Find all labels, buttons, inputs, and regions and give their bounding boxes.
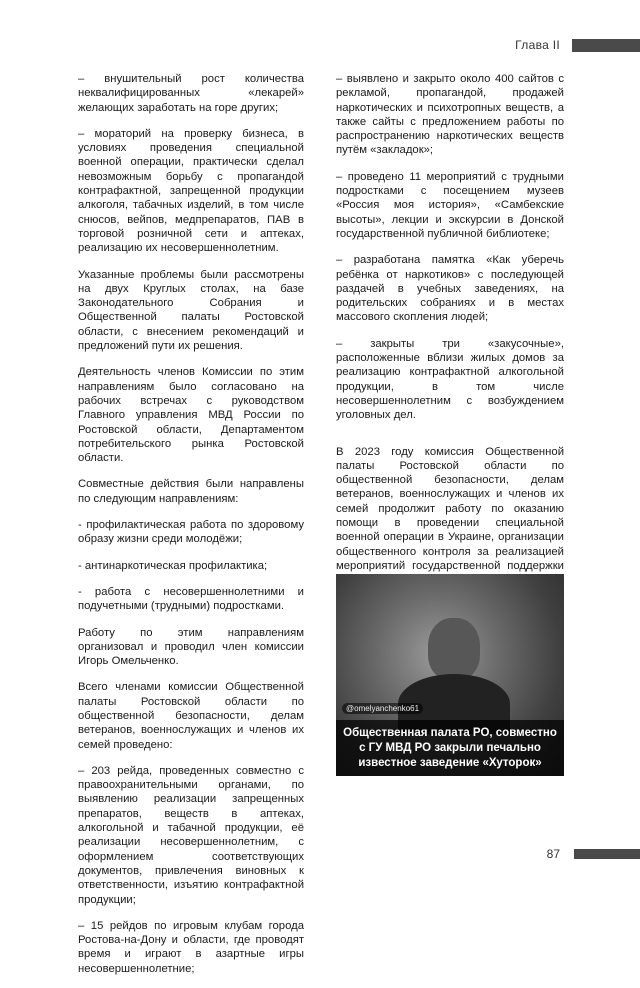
- photo-caption: Общественная палата РО, совместно с ГУ МВД РО закрыли печально известное заведение «Хуторок»: [336, 720, 564, 776]
- paragraph: – 203 рейда, проведенных совместно с правоохранительными органами, по выявлению реализации запрещенных препаратов, веществ в аптеках, алкогольной и табачной продукции, её реализации несовершеннолетним, с оформлением соответствующих документов, привлечения виновных к ответственности, изъятию контрафактной продукции;: [78, 764, 304, 906]
- page-number: 87: [546, 847, 560, 861]
- paragraph: – мораторий на проверку бизнеса, в условиях проведения специальной военной операции, практически сделал невозможным борьбу с пропагандой контрафактной, запрещенной продукции алкоголя, табачных изделий, в том числе снюсов, вейпов, медпрепаратов, ПАВ в торговой розничной сети и аптеках, реализацию их несовершеннолетним.: [78, 127, 304, 255]
- page-footer: [547, 847, 640, 861]
- person-head-shape: [428, 618, 480, 680]
- paragraph: – проведено 11 мероприятий с трудными подростками с посещением музеев «Россия моя история», «Самбекские высоты», лекции и экскурсии в Донской государственной публичной библиотеке;: [336, 170, 564, 240]
- paragraph: Деятельность членов Комиссии по этим направлениям было согласовано на рабочих встречах с руководством Главного управления МВД России по Ростовской области, Департаментом потребительского рынка Ростовской области.: [78, 366, 304, 465]
- header-accent-bar: [572, 39, 640, 52]
- paragraph: - антинаркотическая профилактика;: [78, 559, 268, 572]
- paragraph: – 15 рейдов по игровым клубам города Ростова-на-Дону и области, где проводят время и играют в азартные игры несовершеннолетние;: [78, 919, 304, 975]
- chapter-header: [515, 38, 640, 52]
- paragraph: Совместные действия были направлены по следующим направлениям:: [78, 478, 304, 505]
- paragraph: – разработана памятка «Как уберечь ребёнка от наркотиков» с последующей раздачей в учебных заведениях, на родительских собраниях и в местах массового скопления людей;: [336, 254, 564, 324]
- footer-accent-bar: [574, 849, 640, 859]
- chapter-label: Глава II: [515, 38, 560, 52]
- paragraph: - профилактическая работа по здоровому образу жизни среди молодёжи;: [78, 519, 304, 546]
- news-photo: [336, 574, 564, 776]
- paragraph: - работа с несовершеннолетними и подучетными (трудными) подростками.: [78, 585, 304, 613]
- paragraph: – выявлено и закрыто около 400 сайтов с рекламой, пропагандой, продажей наркотических и психотропных веществ, а также сайты с предложением работы по распространению наркотических веществ путём «закладок»;: [336, 73, 564, 157]
- paragraph: Всего членами комиссии Общественной палаты Ростовской области по общественной безопасности, делам ветеранов, военнослужащих и членов их семей проведено:: [78, 681, 304, 751]
- left-column: [78, 72, 304, 988]
- paragraph: В 2023 году комиссия Общественной палаты Ростовской области по общественной безопасности, делам ветеранов, военнослужащих и членов их семей продолжит работу по оказанию помощи в проведении специальной военной операции в Украине, организации общественного контроля за реализацией мероприятий государственной поддержки: [336, 445, 564, 572]
- photo-handle: @omelyanchenko61: [342, 703, 423, 714]
- paragraph: – внушительный рост количества неквалифицированных «лекарей» желающих заработать на горе других;: [78, 73, 304, 114]
- paragraph: Работу по этим направлениям организовал и проводил член комиссии Игорь Омельченко.: [78, 626, 304, 668]
- paragraph: – закрыты три «закусочные», расположенные вблизи жилых домов за реализацию контрафактной алкогольной продукции, в том числе несовершеннолетним с возбуждением уголовных дел.: [336, 337, 564, 422]
- paragraph: Указанные проблемы были рассмотрены на двух Круглых столах, на базе Законодательного Собрания и Общественной палаты Ростовской области, с внесением рекомендаций и предложений пути их решения.: [78, 268, 304, 353]
